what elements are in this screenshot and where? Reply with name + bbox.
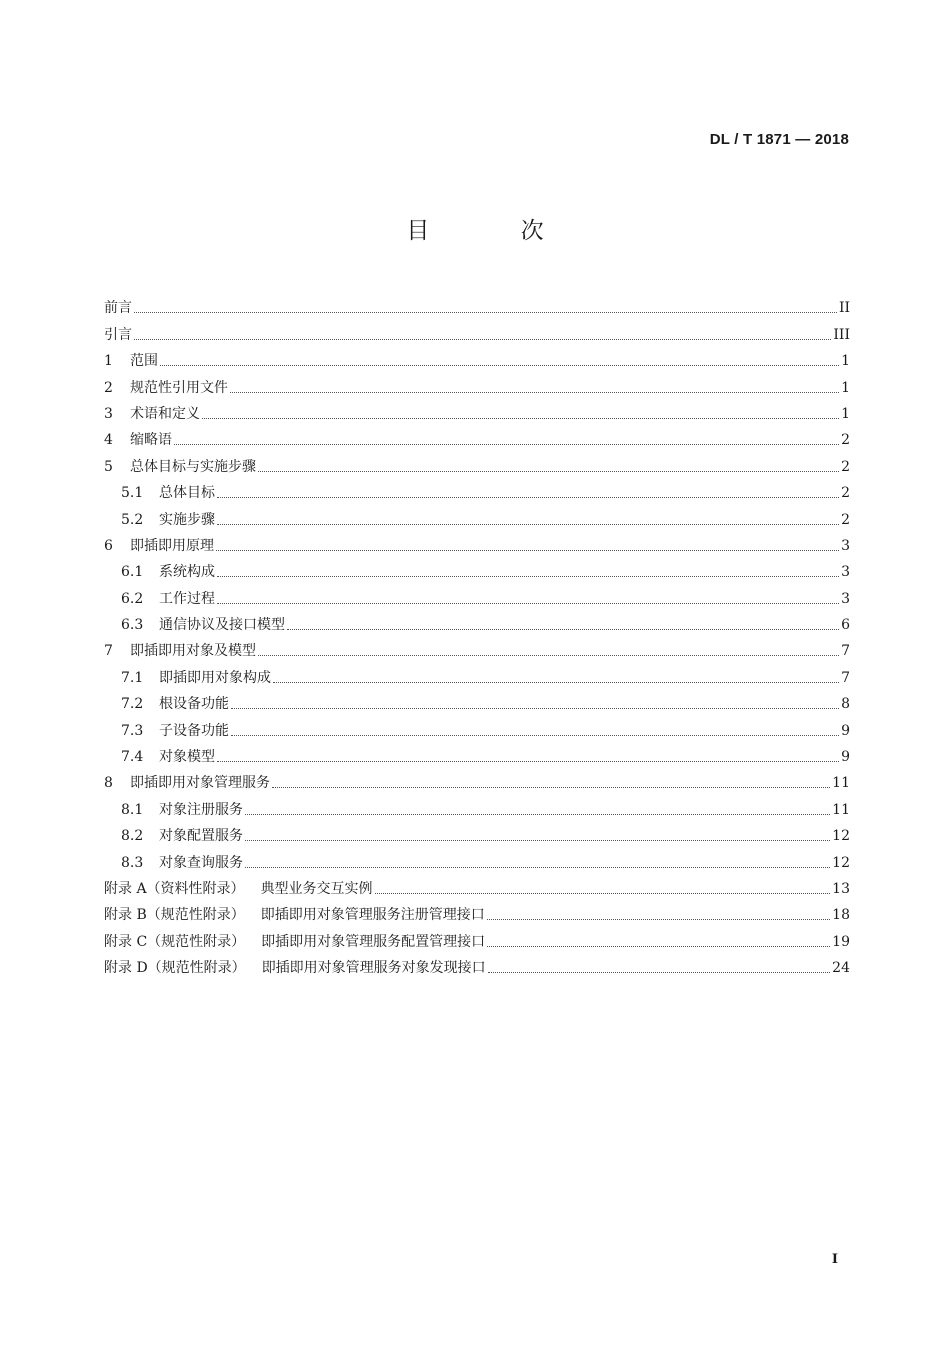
toc-entry-page: II [838, 300, 850, 317]
dot-leader [258, 654, 839, 656]
page-number: I [831, 1252, 838, 1267]
dot-leader [217, 523, 839, 525]
toc-entry-text: 工作过程 [159, 590, 215, 607]
toc-entry[interactable] [104, 922, 850, 948]
toc-entry-label [104, 539, 214, 553]
toc-entry-label [121, 829, 243, 843]
toc-entry[interactable] [104, 395, 850, 421]
dot-leader [134, 338, 831, 340]
toc-entry-page: 9 [841, 749, 850, 766]
toc-entry-text: 术语和定义 [130, 405, 200, 422]
dot-leader [231, 734, 839, 736]
toc-entry-label [104, 301, 132, 315]
toc-entry-label [104, 961, 486, 975]
toc-entry-text: 范围 [130, 353, 158, 370]
page-title: 目 次 [406, 218, 586, 244]
toc-entry-label [121, 618, 285, 632]
dot-leader [273, 681, 839, 683]
toc-entry-page: 18 [832, 907, 850, 924]
toc-entry-page: 1 [841, 379, 850, 396]
toc-entry[interactable] [104, 368, 850, 394]
toc-entry-label [104, 644, 256, 658]
toc-entry-number: 5.1 [121, 485, 144, 502]
toc-entry-label [104, 354, 158, 368]
toc-entry[interactable] [104, 289, 850, 315]
toc-entry-page: 2 [841, 485, 850, 502]
toc-entry-page: 12 [832, 828, 850, 845]
toc-entry-number: 6.2 [121, 590, 144, 607]
toc-entry-label [121, 592, 215, 606]
toc-entry-label [104, 908, 485, 922]
toc-entry-page: 2 [841, 432, 850, 449]
toc-entry-page: 3 [841, 564, 850, 581]
toc-entry-page: 1 [841, 353, 850, 370]
toc-entry[interactable] [104, 447, 850, 473]
dot-leader [217, 602, 839, 604]
dot-leader [217, 575, 839, 577]
toc-entry-text: 前言 [104, 300, 132, 317]
toc-entry-label [104, 328, 132, 342]
toc-entry-text: 即插即用对象管理服务 [130, 775, 270, 792]
toc-entry[interactable] [104, 817, 850, 843]
toc-entry-page: 6 [841, 617, 850, 634]
dot-leader [287, 628, 839, 630]
toc-entry-page: 7 [841, 669, 850, 686]
toc-entry-page: 12 [832, 854, 850, 871]
toc-entry[interactable] [104, 685, 850, 711]
toc-entry-number: 8.3 [121, 854, 144, 871]
toc-entry-page: III [833, 326, 850, 343]
dot-leader [272, 786, 830, 788]
toc-entry-number: 附录 D（规范性附录） [104, 960, 246, 977]
toc-entry-text: 根设备功能 [159, 696, 229, 713]
toc-entry-text: 对象查询服务 [159, 854, 243, 871]
toc-entry[interactable] [104, 632, 850, 658]
toc-entry[interactable] [104, 843, 850, 869]
toc-entry[interactable] [104, 658, 850, 684]
toc-entry-number: 8 [104, 775, 113, 792]
toc-entry-text: 引言 [104, 326, 132, 343]
toc-entry-text: 系统构成 [159, 564, 215, 581]
dot-leader [245, 839, 830, 841]
dot-leader [245, 866, 830, 868]
table-of-contents [104, 289, 850, 975]
toc-entry-label [104, 882, 373, 896]
toc-entry-text: 缩略语 [130, 432, 172, 449]
toc-entry-number: 5.2 [121, 511, 144, 528]
toc-entry-number: 5 [104, 458, 113, 475]
toc-entry-page: 24 [832, 960, 850, 977]
toc-entry-page: 2 [841, 511, 850, 528]
dot-leader [216, 549, 839, 551]
toc-entry-label [121, 856, 243, 870]
toc-entry-label [104, 433, 172, 447]
toc-entry-page: 2 [841, 458, 850, 475]
toc-entry-text: 即插即用对象及模型 [130, 643, 256, 660]
toc-entry-number: 8.2 [121, 828, 144, 845]
toc-entry-text: 实施步骤 [159, 511, 215, 528]
dot-leader [134, 311, 837, 313]
toc-entry-label [121, 565, 215, 579]
toc-entry-page: 19 [832, 933, 850, 950]
toc-entry-number: 6.1 [121, 564, 144, 581]
toc-entry-text: 通信协议及接口模型 [159, 617, 285, 634]
toc-entry-text: 对象配置服务 [159, 828, 243, 845]
toc-entry[interactable] [104, 474, 850, 500]
toc-entry-page: 11 [832, 775, 850, 792]
toc-entry-number: 附录 A（资料性附录） [104, 880, 245, 897]
toc-entry-page: 3 [841, 590, 850, 607]
toc-entry-text: 即插即用原理 [130, 537, 214, 554]
toc-entry[interactable] [104, 342, 850, 368]
dot-leader [375, 892, 831, 894]
toc-entry-number: 2 [104, 379, 113, 396]
toc-entry-label [121, 671, 271, 685]
toc-entry-number: 7.1 [121, 669, 144, 686]
toc-entry-label [104, 460, 256, 474]
dot-leader [487, 945, 830, 947]
dot-leader [488, 971, 830, 973]
toc-entry[interactable] [104, 527, 850, 553]
toc-entry[interactable] [104, 711, 850, 737]
dot-leader [160, 364, 839, 366]
dot-leader [487, 918, 830, 920]
toc-entry[interactable] [104, 579, 850, 605]
toc-entry-page: 8 [841, 696, 850, 713]
document-code: DL / T 1871 — 2018 [709, 131, 849, 148]
toc-entry[interactable] [104, 315, 850, 341]
toc-entry-number: 7 [104, 643, 113, 660]
toc-entry-number: 3 [104, 405, 113, 422]
toc-entry-label [104, 407, 200, 421]
toc-entry[interactable] [104, 870, 850, 896]
toc-entry-label [104, 381, 228, 395]
toc-entry[interactable] [104, 606, 850, 632]
dot-leader [245, 813, 830, 815]
toc-entry-number: 6 [104, 537, 113, 554]
toc-entry-label [104, 935, 485, 949]
dot-leader [217, 760, 839, 762]
toc-entry-text: 典型业务交互实例 [260, 880, 373, 897]
toc-entry-text: 即插即用对象管理服务注册管理接口 [260, 907, 485, 924]
dot-leader [231, 707, 839, 709]
toc-entry-page: 13 [832, 880, 850, 897]
toc-entry[interactable] [104, 500, 850, 526]
toc-entry[interactable] [104, 896, 850, 922]
toc-entry-label [121, 513, 215, 527]
toc-entry[interactable] [104, 764, 850, 790]
toc-entry-page: 7 [841, 643, 850, 660]
dot-leader [217, 496, 839, 498]
toc-entry[interactable] [104, 949, 850, 975]
toc-entry-label [121, 750, 215, 764]
toc-entry-page: 9 [841, 722, 850, 739]
toc-entry-text: 子设备功能 [159, 722, 229, 739]
toc-entry-text: 总体目标与实施步骤 [130, 458, 256, 475]
toc-entry-page: 1 [841, 405, 850, 422]
toc-entry-label [121, 803, 243, 817]
toc-entry-label [121, 697, 229, 711]
toc-entry-number: 附录 C（规范性附录） [104, 933, 246, 950]
toc-entry-number: 1 [104, 353, 113, 370]
toc-entry-text: 对象注册服务 [159, 801, 243, 818]
toc-entry[interactable] [104, 790, 850, 816]
toc-entry[interactable] [104, 738, 850, 764]
dot-leader [174, 443, 839, 445]
toc-entry-number: 附录 B（规范性附录） [104, 907, 245, 924]
toc-entry-label [121, 724, 229, 738]
toc-entry-text: 即插即用对象管理服务对象发现接口 [261, 960, 486, 977]
toc-entry-text: 即插即用对象构成 [159, 669, 271, 686]
dot-leader [230, 391, 839, 393]
dot-leader [202, 417, 839, 419]
toc-entry-label [104, 776, 270, 790]
toc-entry[interactable] [104, 421, 850, 447]
toc-entry-number: 6.3 [121, 617, 144, 634]
toc-entry-number: 7.3 [121, 722, 144, 739]
toc-entry[interactable] [104, 553, 850, 579]
toc-entry-page: 3 [841, 537, 850, 554]
toc-entry-number: 8.1 [121, 801, 144, 818]
toc-entry-number: 7.2 [121, 696, 144, 713]
toc-entry-page: 11 [832, 801, 850, 818]
dot-leader [258, 470, 839, 472]
toc-entry-text: 即插即用对象管理服务配置管理接口 [261, 933, 486, 950]
toc-entry-label [121, 486, 215, 500]
toc-entry-number: 4 [104, 432, 113, 449]
toc-entry-text: 总体目标 [159, 485, 215, 502]
toc-entry-text: 规范性引用文件 [130, 379, 228, 396]
toc-entry-number: 7.4 [121, 749, 144, 766]
toc-entry-text: 对象模型 [159, 749, 215, 766]
